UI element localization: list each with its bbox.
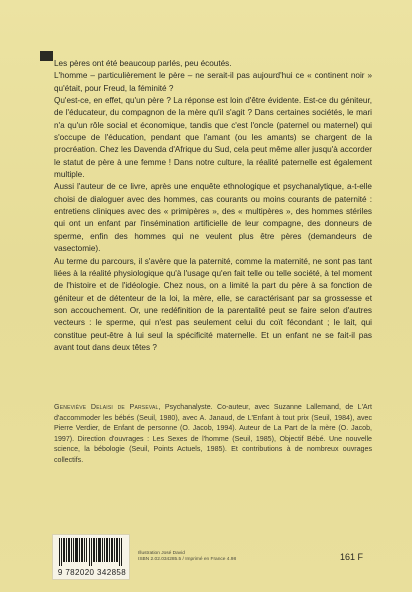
barcode <box>52 534 130 580</box>
barcode-number: 9 782020 342858 <box>57 568 127 577</box>
decorative-bar <box>40 51 53 61</box>
blurb-paragraph-1: Les pères ont été beaucoup parlés, peu écoutés. <box>54 59 232 68</box>
price: 161 F <box>340 552 364 562</box>
publication-info <box>138 551 298 563</box>
author-bio-text: , Psychanalyste. Co-auteur, avec Suzanne Lallemand, de L'Art d'accommoder les bébés (Seuil, 1980), avec A. Janaud, de L'Enfant à tout prix (Seuil, 1984), avec Pierre Verdier, de Enfant de personne (O. Jacob, 1994). Auteur de La Part de la mère (O. Jacob, 1997). Direction d'ouvrages : Les Sexes de l'homme (Seuil, 1985), Objectif Bébé. Une nouvelle science, la bébologie (Seuil, Points Actuels, 1985). Et contributions à de nombreux ouvrages collectifs. <box>54 403 372 464</box>
blurb-text <box>54 58 372 354</box>
author-bio <box>54 402 372 466</box>
isbn-line: ISBN 2.02.034285.5 / Imprimé en France 4.98 <box>138 557 237 563</box>
illustration-credit: Illustration José David <box>138 551 185 556</box>
blurb-paragraph-4: Aussi l'auteur de ce livre, après une enquête ethnologique et psychanalytique, a-t-elle choisi de dialoguer avec des hommes, cas courants ou moins courants de paternité : entretiens cliniques avec des « primipères », des « multipères », des hommes stériles qui ont un enfant par l'insémination artificielle de leur compagne, des donneurs de sperme, enfin des hommes qui ne veulent plus être pères (demandeurs de vasectomie). <box>54 182 372 254</box>
blurb-paragraph-5: Au terme du parcours, il s'avère que la paternité, comme la maternité, ne sont pas tant liées à la réalité physiologique qu'à l'usage qu'en fait telle ou telle société, à tel moment de l'histoire et de l'idéologie. Chez nous, on a limité la part du père à sa fonction de géniteur et de détenteur de la loi, la mère, elle, se caractérisant par sa grossesse et son accouchement. Or, une redéfinition de la parentalité peut se faire selon d'autres vecteurs : le sperme, qui n'est pas seulement celui du coït fécondant ; le lait, qui constitue peut-être à lui seul la spécificité maternelle. Et un enfant ne se fait-il pas avant tout dans deux têtes ? <box>54 256 372 352</box>
barcode-icon <box>53 535 129 567</box>
blurb-paragraph-3: Qu'est-ce, en effet, qu'un père ? La réponse est loin d'être évidente. Est-ce du géniteur, de l'éducateur, du compagnon de la mère qu'il s'agit ? Dans certaines sociétés, le mari n'a qu'un rôle social et économique, tandis que c'est l'oncle (paternel ou maternel) qui s'occupe de l'éducation, pendant que l'amant (ou les amants) se chargent de la procréation. Chez les Davenda d'Afrique du Sud, cela peut même aller jusqu'à accorder le statut de père à une femme ! Dans notre culture, la réalité paternelle est également multiple. <box>54 96 372 180</box>
author-name: Geneviève Delaisi de Parseval <box>54 403 159 411</box>
blurb-paragraph-2: L'homme – particulièrement le père – ne serait-il pas aujourd'hui ce « continent noir » qu'était, pour Freud, la féminité ? <box>54 71 372 93</box>
